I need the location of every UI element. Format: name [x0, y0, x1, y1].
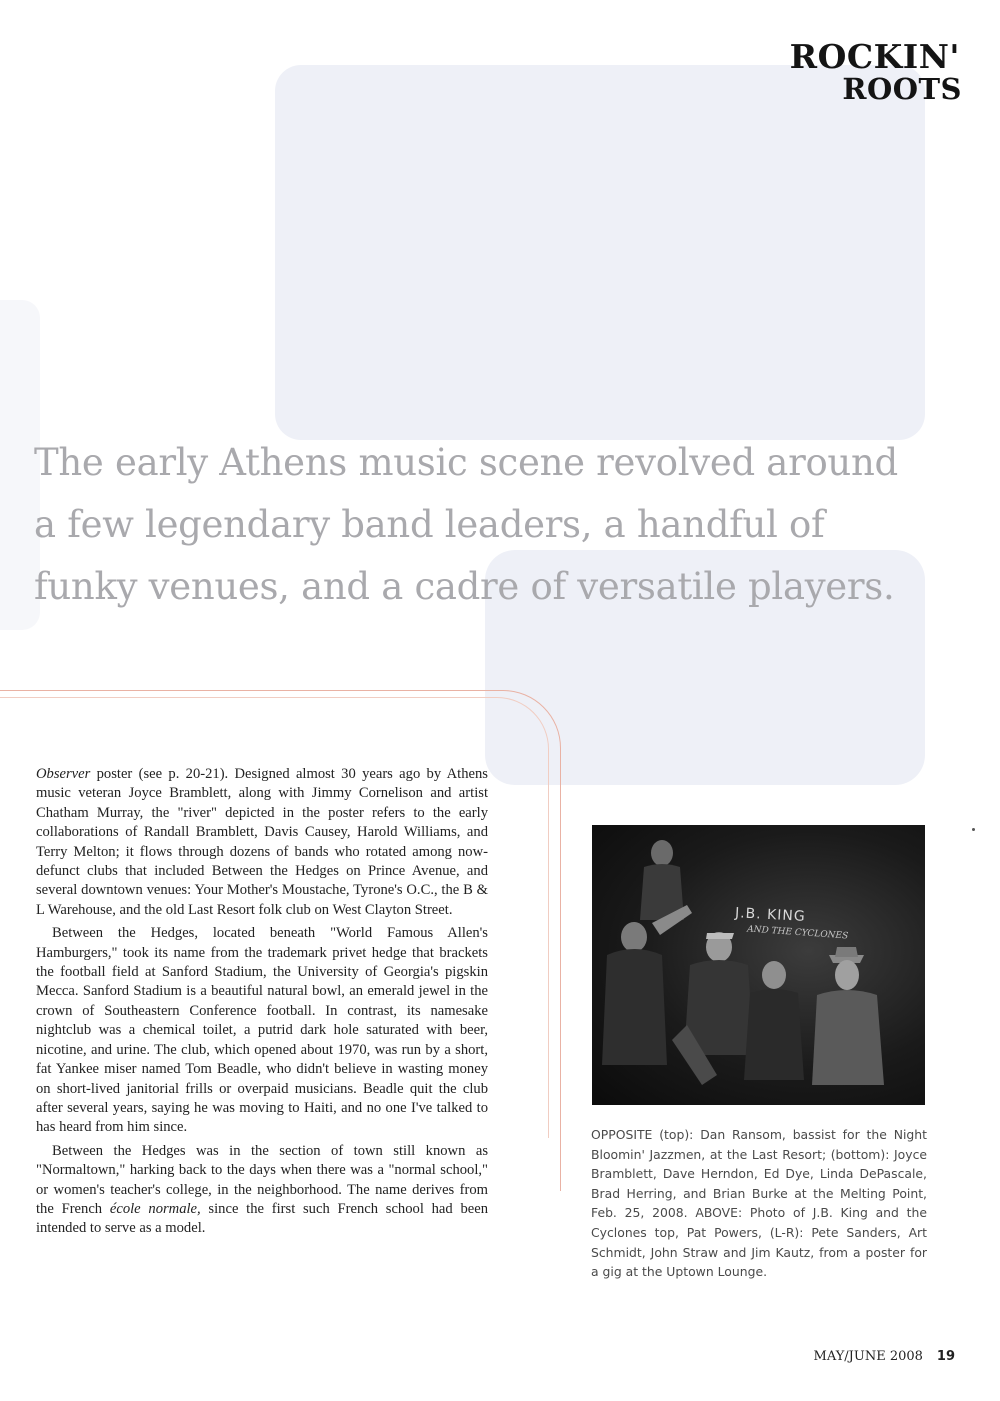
article-body — [36, 765, 488, 1243]
photo-caption: OPPOSITE (top): Dan Ransom, bassist for the Night Bloomin' Jazzmen, at the Last Resort; (bottom): Joyce Bramblett, Dave Herndon, Ed Dye, Linda DePascale, Brad Herring, and Brian Burke at the Melting Point, Feb. 25, 2008. ABOVE: Photo of J.B. King and the Cyclones top, Pat Powers, (L-R): Pete Sanders, Art Schmidt, John Straw and Jim Kautz, from a poster for a gig at the Uptown Lounge. — [591, 1127, 927, 1280]
paragraph-text: since the first such French school had been intended to serve as a model. — [36, 1200, 488, 1237]
article-paragraph — [36, 1142, 488, 1239]
issue-date: MAY/JUNE 2008 — [813, 1349, 923, 1364]
print-speck — [972, 828, 975, 831]
photo-sign-text: J.B. KING — [734, 905, 807, 925]
article-paragraph: Between the Hedges, located beneath "World Famous Allen's Hamburgers," took its name from the trademark privet hedge that brackets the football field at Sanford Stadium, the University of Georgia's pigskin Mecca. Sanford Stadium is a beautiful natural bowl, an emerald jewel in the crown of Southeastern Conference football. In contrast, its namesake nightclub was a chemical toilet, a putrid dark hole saturated with beer, nicotine, and urine. The club, which opened about 1970, was run by a short, fat Yankee miser named Tom Beadle, who didn't believe in wasting money on short-lived janitorial frills or overpaid musicians. Beadle quit the club after several years, saying he was moving to Haiti, and no one I've talked to has heard from him since. — [36, 925, 488, 1136]
paragraph-text: poster (see p. 20-21). Designed almost 30 years ago by Athens music veteran Joyce Bramblett, along with Jimmy Cornelison and artist Chatham Murray, the "river" depicted in the poster refers to the early collaborations of Randall Bramblett, Davis Causey, Harold Williams, and Terry Melton; it flows through dozens of bands who rotated among now-defunct clubs that included Between the Hedges on Prince Avenue, and several downtown venues: Your Mother's Moustache, Tyrone's O.C., the B & L Warehouse, and the old Last Resort folk club on West Clayton Street. — [36, 766, 488, 918]
publication-name: Observer — [36, 766, 91, 782]
foreign-term: école normale, — [109, 1200, 201, 1217]
section-title — [789, 37, 962, 106]
page-number: 19 — [936, 1349, 955, 1364]
background-tint-panel — [275, 65, 925, 440]
pull-quote-line: funky venues, and a cadre of versatile players. — [34, 565, 895, 608]
section-title-line: ROOTS — [842, 72, 962, 106]
pull-quote-line: The early Athens music scene revolved around — [34, 441, 898, 484]
pull-quote — [34, 432, 934, 618]
section-title-line: ROCKIN' — [789, 37, 960, 76]
band-photo — [592, 825, 925, 1105]
photo-sign-subtext: AND THE CYCLONES — [746, 924, 849, 942]
folio — [814, 1349, 955, 1364]
pull-quote-line: a few legendary band leaders, a handful of — [34, 503, 825, 546]
article-paragraph — [36, 765, 488, 920]
paragraph-text: Between the Hedges was in the section of town still known as "Normaltown," harking back to the days when there was a "normal school," or women's teacher's college, in the neighborhood. The name derives from the French — [36, 1142, 488, 1217]
band-photo-figures — [592, 825, 925, 1105]
